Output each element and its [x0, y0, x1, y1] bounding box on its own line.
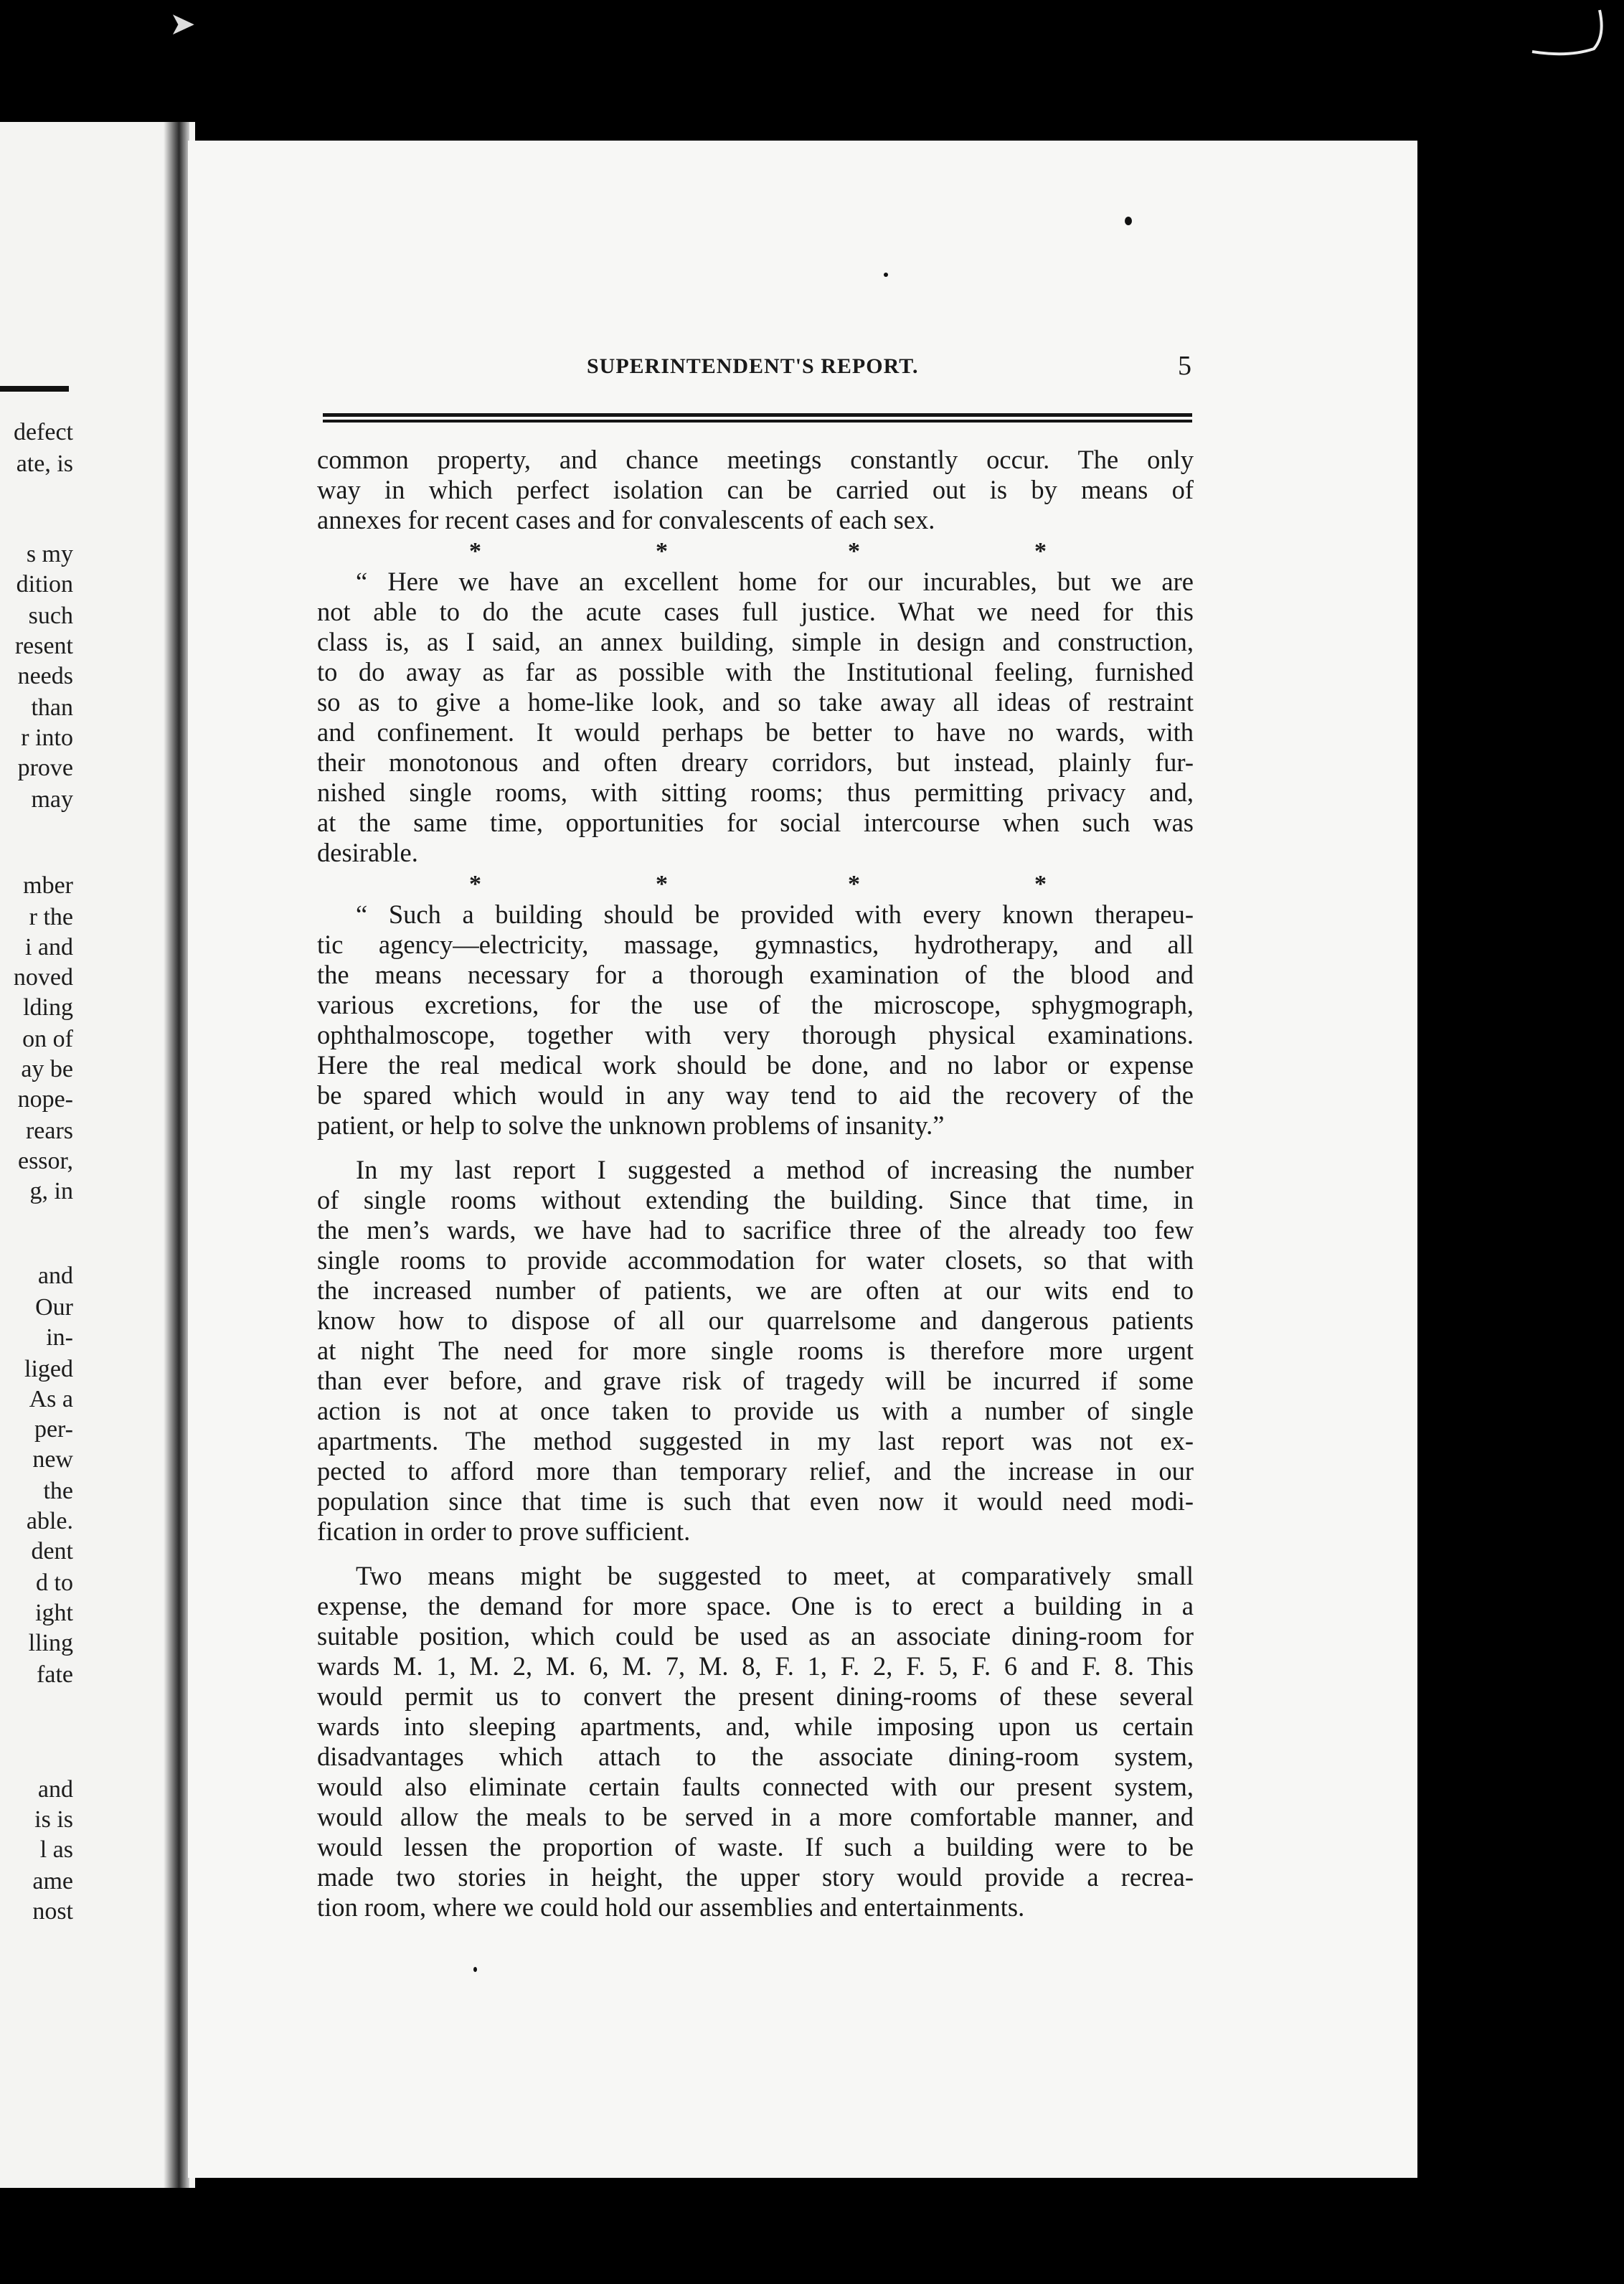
running-head [188, 351, 1417, 390]
text-line: fication in order to prove sufficient. [317, 1516, 691, 1546]
text-line: know how to dispose of all our quarrelsome and dangerous patients [317, 1306, 1194, 1335]
text-line: suitable position, which could be used as an associate dining-room for [317, 1621, 1194, 1651]
left-fragment: nost [32, 1898, 73, 1925]
dust-speck [473, 1967, 477, 1972]
left-fragment: mber [23, 872, 73, 899]
left-fragment: As a [29, 1386, 73, 1412]
text-line: than ever before, and grave risk of tragedy will be incurred if some [317, 1366, 1194, 1395]
text-line: the means necessary for a thorough examination of the blood and [317, 960, 1194, 989]
left-fragment: and [37, 1776, 73, 1803]
text-line: would allow the meals to be served in a more comfortable manner, and [317, 1802, 1194, 1831]
left-fragment: dition [16, 571, 73, 598]
text-line: and confinement. It would perhaps be better to have no wards, with [317, 717, 1194, 747]
text-line: ophthalmoscope, together with very thorough physical examinations. [317, 1020, 1194, 1049]
section-break-stars [317, 535, 1194, 567]
left-fragment: in- [46, 1324, 73, 1351]
left-fragment: defect [13, 419, 73, 445]
header-rule-thin [323, 420, 1192, 423]
left-fragment: resent [14, 633, 73, 659]
text-line: would permit us to convert the present dining-rooms of these several [317, 1681, 1194, 1711]
star: * [469, 871, 481, 897]
text-line: expense, the demand for more space. One is to erect a building in a [317, 1591, 1194, 1620]
star: * [1034, 871, 1047, 897]
text-line: tion room, where we could hold our assemblies and entertainments. [317, 1892, 1025, 1922]
left-fragment: i and [24, 934, 73, 961]
text-line: their monotonous and often dreary corridors, but instead, plainly fur- [317, 747, 1194, 777]
book-gutter [164, 122, 189, 2188]
left-fragment: g, in [29, 1178, 73, 1204]
left-fragment: able. [26, 1508, 73, 1534]
text-line: to do away as far as possible with the Institutional feeling, furnished [317, 657, 1194, 686]
text-line: at night The need for more single rooms is therefore more urgent [317, 1336, 1194, 1365]
main-page [188, 141, 1417, 2178]
text-line: In my last report I suggested a method of increasing the number [356, 1155, 1194, 1184]
left-fragment: r into [21, 725, 73, 751]
text-line: would also eliminate certain faults connected with our present system, [317, 1772, 1194, 1801]
left-fragment: lding [23, 994, 73, 1021]
left-fragment: needs [17, 663, 73, 689]
left-fragment: ight [35, 1600, 73, 1626]
star: * [1034, 538, 1047, 565]
left-fragment: Our [35, 1294, 73, 1321]
star: * [848, 871, 860, 897]
text-line: patient, or help to solve the unknown problems of insanity.” [317, 1110, 945, 1140]
left-fragment: lling [28, 1630, 73, 1656]
header-double-rule [323, 413, 1192, 423]
scan-mark: ➤ [169, 6, 196, 42]
left-fragment: d to [36, 1570, 73, 1596]
left-fragment: dent [31, 1538, 73, 1565]
left-page-rule [0, 386, 69, 392]
text-line: disadvantages which attach to the associate dining-room system, [317, 1742, 1194, 1771]
left-fragment: nope- [17, 1086, 73, 1113]
text-line: be spared which would in any way tend to aid the recovery of the [317, 1080, 1194, 1110]
left-fragment: ame [32, 1868, 73, 1894]
star: * [656, 871, 668, 897]
left-fragment: than [31, 694, 73, 721]
paragraph-5 [317, 1561, 1194, 1922]
text-line: of single rooms without extending the building. Since that time, in [317, 1185, 1194, 1214]
text-line: made two stories in height, the upper story would provide a recrea- [317, 1862, 1194, 1892]
text-line: various excretions, for the use of the microscope, sphygmograph, [317, 990, 1194, 1019]
star: * [469, 538, 481, 565]
left-fragment: such [28, 603, 73, 629]
left-fragment: liged [24, 1356, 73, 1382]
text-line: desirable. [317, 838, 418, 867]
text-line: the increased number of patients, we are often at our wits end to [317, 1275, 1194, 1305]
paragraph-gap [317, 1141, 1194, 1155]
left-fragment: essor, [17, 1148, 73, 1174]
text-line: tic agency—electricity, massage, gymnastics, hydrotherapy, and all [317, 930, 1194, 959]
text-line: “ Such a building should be provided with every known therapeu- [356, 900, 1194, 929]
paragraph-4 [317, 1155, 1194, 1547]
star: * [848, 538, 860, 565]
paragraph-3 [317, 900, 1194, 1141]
left-fragment: l as [39, 1836, 73, 1863]
star: * [656, 538, 668, 565]
left-fragment: noved [13, 964, 73, 991]
text-line: pected to afford more than temporary relief, and the increase in our [317, 1456, 1194, 1486]
paragraph-gap [317, 1547, 1194, 1561]
left-fragment: is is [34, 1806, 73, 1833]
left-fragment: rears [25, 1118, 73, 1144]
left-fragment: r the [29, 904, 73, 930]
dust-speck [884, 273, 888, 277]
text-line: Two means might be suggested to meet, at comparatively small [356, 1561, 1194, 1590]
text-line: so as to give a home-like look, and so take away all ideas of restraint [317, 687, 1194, 717]
dust-speck [1125, 217, 1132, 225]
left-fragment: prove [17, 755, 73, 781]
text-line: class is, as I said, an annex building, simple in design and construction, [317, 627, 1194, 656]
text-line: the men’s wards, we have had to sacrifice three of the already too few [317, 1215, 1194, 1245]
left-fragment: per- [34, 1416, 73, 1443]
running-head-title: SUPERINTENDENT'S REPORT. [587, 354, 919, 378]
text-line: not able to do the acute cases full justice. What we need for this [317, 597, 1194, 626]
left-fragment: ate, is [16, 450, 73, 477]
paragraph-1 [317, 445, 1194, 535]
left-fragment: may [31, 786, 73, 813]
text-line: apartments. The method suggested in my last report was not ex- [317, 1426, 1194, 1455]
text-line: population since that time is such that even now it would need modi- [317, 1486, 1194, 1516]
text-line: “ Here we have an excellent home for our incurables, but we are [356, 567, 1194, 596]
left-fragment: on of [22, 1026, 73, 1052]
section-break-stars [317, 868, 1194, 900]
text-line: common property, and chance meetings constantly occur. The only [317, 445, 1194, 474]
scan-corner-mark [1525, 7, 1618, 72]
left-fragment: s my [26, 541, 73, 567]
text-line: annexes for recent cases and for convalescents of each sex. [317, 505, 935, 534]
text-line: way in which perfect isolation can be carried out is by means of [317, 475, 1194, 504]
paragraph-2 [317, 567, 1194, 868]
text-line: would lessen the proportion of waste. If such a building were to be [317, 1832, 1194, 1861]
left-fragment: new [32, 1446, 73, 1473]
left-fragment: ay be [21, 1056, 73, 1082]
text-line: Here the real medical work should be done, and no labor or expense [317, 1050, 1194, 1080]
text-line: nished single rooms, with sitting rooms; thus permitting privacy and, [317, 778, 1194, 807]
body-text [317, 445, 1194, 1922]
page-number: 5 [1178, 351, 1191, 381]
text-line: wards into sleeping apartments, and, while imposing upon us certain [317, 1712, 1194, 1741]
left-fragment: the [43, 1478, 73, 1504]
left-fragment: and [37, 1263, 73, 1289]
text-line: action is not at once taken to provide us with a number of single [317, 1396, 1194, 1425]
header-rule-thick [323, 413, 1192, 417]
text-line: wards M. 1, M. 2, M. 6, M. 7, M. 8, F. 1, F. 2, F. 5, F. 6 and F. 8. This [317, 1651, 1194, 1681]
left-fragment: fate [37, 1661, 73, 1688]
text-line: at the same time, opportunities for social intercourse when such was [317, 808, 1194, 837]
text-line: single rooms to provide accommodation for water closets, so that with [317, 1245, 1194, 1275]
